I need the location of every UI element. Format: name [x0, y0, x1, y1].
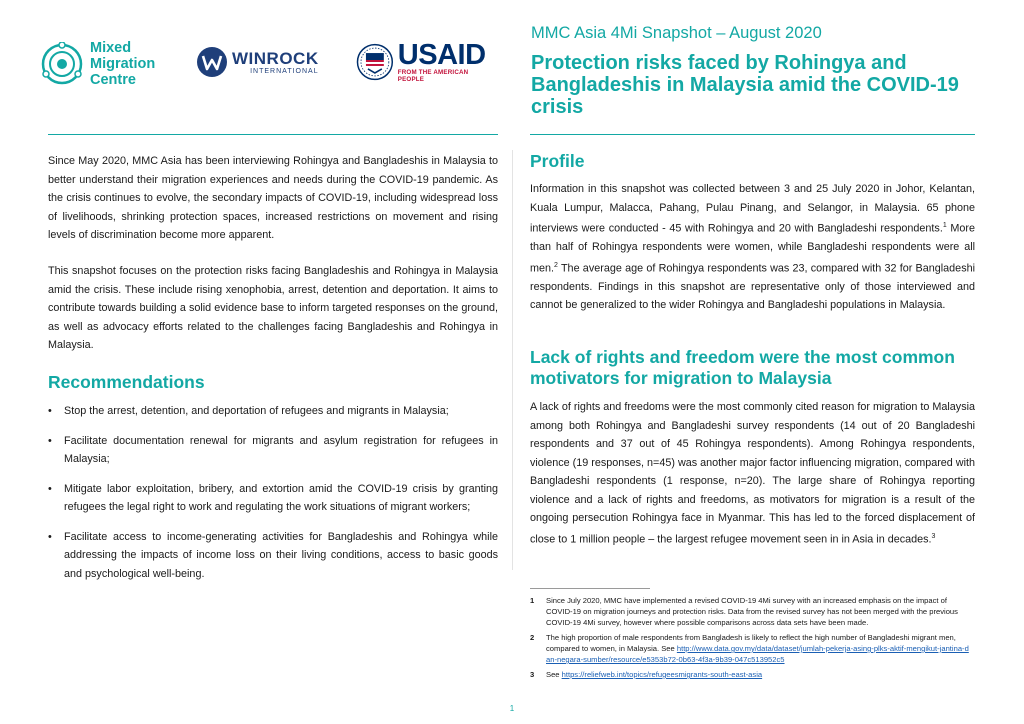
footnote-ref-3[interactable]: 3	[931, 532, 936, 540]
usaid-logo-name: USAID	[397, 39, 486, 71]
list-item	[48, 402, 498, 421]
profile-heading: Profile	[530, 151, 585, 171]
snapshot-label: MMC Asia 4Mi Snapshot – August 2020	[531, 24, 822, 42]
mmc-logo-line-3: Centre	[90, 72, 136, 88]
rights-paragraph	[530, 398, 975, 549]
page-number: 1	[509, 704, 515, 713]
header-divider-right	[530, 134, 975, 135]
bullet-icon: •	[48, 405, 52, 417]
footnote-divider	[530, 588, 650, 589]
footnote-link[interactable]: http://www.data.gov.my/data/dataset/jumlah-pekerja-asing-plks-aktif-mengikut-jantina-dan-negara-sumber/resource/e5353b72-0b63-4f3a-9b39-047c513952c5	[546, 644, 969, 664]
footnote-ref-1[interactable]: 1	[942, 222, 947, 229]
footnote-item	[530, 595, 970, 628]
page-title: Protection risks faced by Rohingya and Bangladeshis in Malaysia amid the COVID-19 crisis	[531, 52, 959, 118]
profile-paragraph	[530, 180, 975, 315]
list-item-text: Facilitate documentation renewal for migrants and asylum registration for refugees in Malaysia;	[64, 434, 498, 465]
bullet-icon: •	[48, 434, 52, 447]
list-item	[48, 432, 498, 469]
footnote-ref-2[interactable]: 2	[554, 261, 558, 269]
list-item-text: Mitigate labor exploitation, bribery, and extortion amid the COVID-19 crisis by granting refugees the legal right to work and regulating the work situations of migrant workers;	[64, 482, 498, 513]
footnote-text: Since July 2020, MMC have implemented a revised COVID-19 4Mi survey with an increased emphasis on the impact of COVID-19 on migration journeys and protection risks. Data from the revised survey has not been merged with the previous COVID-19 4Mi survey, however where possible comparisons across data sets have been made.	[546, 596, 958, 627]
profile-text-c: The average age of Rohingya respondents was 23, compared with 32 for Bangladeshi respondents. Findings in this snapshot are representative only of those interviewed and cannot be generalized to the wider Rohingya and Bangladeshi populations in Malaysia.	[530, 262, 975, 312]
rights-text: A lack of rights and freedoms were the most commonly cited reason for migration to Malaysia among both Rohingya and Bangladeshi survey respondents (14 out of 20 Bangladeshi respondents and 37 out of 45 Rohingya respondents). Among Rohingya respondents, violence (19 responses, n=45) was another major factor influencing migration, compared with Bangladeshi respondents (1 response, n=20). The large share of Rohingya reporting violence and a lack of rights and freedoms, as motivators for migration is a result of the ongoing persecution Rohingya face in Myanmar. This has led to the forced displacement of close to 1 million people – the largest refugee movement seen in in Asia in decades.	[530, 401, 976, 546]
header-divider-left	[48, 134, 498, 135]
list-item-text: Stop the arrest, detention, and deportation of refugees and migrants in Malaysia;	[64, 405, 449, 417]
footnote-number: 3	[530, 670, 535, 679]
recommendations-list	[48, 402, 498, 594]
usaid-logo	[356, 40, 496, 84]
bullet-icon: •	[48, 530, 52, 543]
rights-heading: Lack of rights and freedom were the most common motivators for migration to Malaysia	[530, 347, 955, 388]
mmc-logo-line-1: Mixed	[90, 40, 132, 56]
mmc-globe-icon	[40, 42, 84, 86]
footnote-link[interactable]: https://reliefweb.int/topics/refugeesmigrants-south-east-asia	[561, 670, 763, 679]
profile-text-b: More than half of Rohingya respondents were women, while Bangladeshi respondents were all men.	[530, 222, 975, 275]
footnote-text: The high proportion of male respondents from Bangladesh is likely to reflect the high number of Bangladeshi migrant men, compared to women, in Malaysia. See http://www.data.gov.my/data/dataset/jumlah-pekerja-asing-plks-aktif-mengikut-jantina-dan-negara-sumber/resource/e5353b72-0b63-4f3a-9b39-047c513952c5	[546, 633, 969, 664]
recommendations-heading: Recommendations	[48, 372, 205, 392]
list-item-text: Facilitate access to income-generating activities for Bangladeshis and Rohingya while addressing the impacts of income loss on their living conditions, access to basic goods and psychological well-being.	[64, 530, 498, 580]
bullet-icon: •	[48, 482, 52, 495]
mmc-logo-line-2: Migration	[90, 56, 156, 72]
winrock-logo-sub: INTERNATIONAL	[250, 67, 319, 75]
footnote-item	[530, 669, 970, 680]
footnote-item	[530, 632, 970, 665]
intro-paragraph-2: This snapshot focuses on the protection risks facing Bangladeshis and Rohingya in Malaysia amid the crisis. These include rising xenophobia, arrest, detention and deportation. It aims to contribute towards building a solid evidence base to inform targeted responses on the ground, as well as advocacy efforts related to the challenges facing Bangladeshis and Rohingya in Malaysia.	[48, 265, 498, 351]
footnote-number: 1	[530, 596, 535, 605]
winrock-logo-name: WINROCK	[232, 48, 319, 68]
intro-paragraph-1: Since May 2020, MMC Asia has been interviewing Rohingya and Bangladeshis in Malaysia to better understand their migration experiences and needs during the COVID-19 pandemic. As the crisis continues to evolve, the secondary impacts of COVID-19, including widespread loss of livelihoods, shrinking protection spaces, increased restrictions on movement and rising levels of discrimination become more apparent.	[48, 155, 498, 241]
footnote-number: 2	[530, 633, 535, 642]
list-item	[48, 480, 498, 517]
footnote-text: See https://reliefweb.int/topics/refugeesmigrants-south-east-asia	[546, 670, 763, 679]
list-item	[48, 528, 498, 584]
winrock-w-icon	[196, 46, 228, 78]
mmc-logo	[40, 34, 190, 94]
usaid-seal-icon	[356, 43, 394, 81]
profile-text-a: Information in this snapshot was collected between 3 and 25 July 2020 in Johor, Kelantan, Kuala Lumpur, Malacca, Pahang, Pulau Pinang, and Selangor, in Malaysia. 65 phone interviews were conducted - 45 with Rohingya and 20 with Bangladeshi respondents.	[530, 183, 975, 235]
winrock-logo	[196, 40, 326, 84]
column-divider	[512, 150, 513, 570]
usaid-logo-sub: FROM THE AMERICAN PEOPLE	[397, 69, 469, 83]
footnotes-list	[530, 595, 970, 684]
